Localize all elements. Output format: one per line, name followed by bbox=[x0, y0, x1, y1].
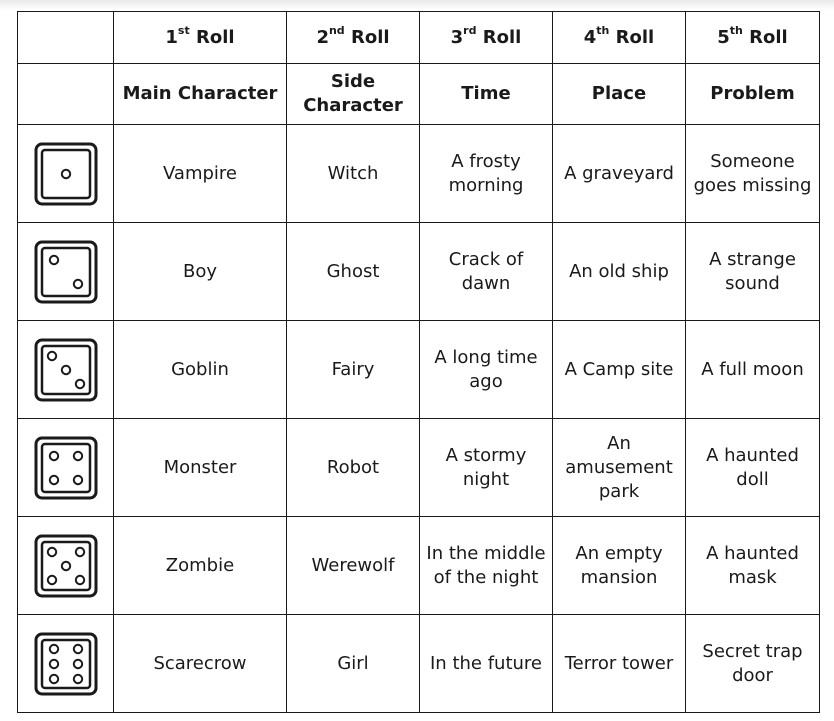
table-row bbox=[18, 125, 820, 223]
cell-time: A frosty morning bbox=[420, 125, 553, 223]
die-pip bbox=[47, 351, 55, 359]
roll-header-3: 3rd Roll bbox=[420, 12, 553, 64]
cell-main-character: Scarecrow bbox=[114, 615, 287, 713]
cell-side-character: Girl bbox=[287, 615, 420, 713]
die-pip bbox=[61, 561, 69, 569]
die-pip bbox=[75, 575, 83, 583]
cell-problem: A strange sound bbox=[686, 223, 820, 321]
category-problem: Problem bbox=[686, 64, 820, 125]
die-pip bbox=[49, 659, 57, 667]
die-pip bbox=[49, 674, 57, 682]
category-time: Time bbox=[420, 64, 553, 125]
category-header-row bbox=[18, 64, 820, 125]
corner-cell bbox=[18, 12, 114, 64]
cell-main-character: Monster bbox=[114, 419, 287, 517]
die-cell bbox=[18, 615, 114, 713]
cell-time: Crack of dawn bbox=[420, 223, 553, 321]
die-pip bbox=[75, 547, 83, 555]
roll-header-row bbox=[18, 12, 820, 64]
die-cell bbox=[18, 419, 114, 517]
cell-side-character: Werewolf bbox=[287, 517, 420, 615]
die-pip bbox=[49, 475, 57, 483]
table-row bbox=[18, 321, 820, 419]
cell-side-character: Witch bbox=[287, 125, 420, 223]
die-pip bbox=[73, 279, 81, 287]
category-side-character: Side Character bbox=[287, 64, 420, 125]
cell-problem: Someone goes missing bbox=[686, 125, 820, 223]
cell-time: In the middle of the night bbox=[420, 517, 553, 615]
roll-header-2: 2nd Roll bbox=[287, 12, 420, 64]
die-pip bbox=[61, 169, 69, 177]
cell-problem: Secret trap door bbox=[686, 615, 820, 713]
table-row bbox=[18, 517, 820, 615]
die-pip bbox=[73, 475, 81, 483]
cell-time: In the future bbox=[420, 615, 553, 713]
die-pip bbox=[73, 659, 81, 667]
die-pip bbox=[49, 644, 57, 652]
die-pip bbox=[47, 547, 55, 555]
die-four-icon bbox=[34, 436, 98, 500]
cell-main-character: Zombie bbox=[114, 517, 287, 615]
die-two-icon bbox=[34, 240, 98, 304]
die-pip bbox=[49, 451, 57, 459]
cell-side-character: Robot bbox=[287, 419, 420, 517]
table-row bbox=[18, 419, 820, 517]
category-main-character: Main Character bbox=[114, 64, 287, 125]
cell-problem: A full moon bbox=[686, 321, 820, 419]
cell-place: An old ship bbox=[553, 223, 686, 321]
cell-time: A long time ago bbox=[420, 321, 553, 419]
cell-main-character: Goblin bbox=[114, 321, 287, 419]
die-pip bbox=[49, 255, 57, 263]
cell-place: An empty mansion bbox=[553, 517, 686, 615]
cell-place: Terror tower bbox=[553, 615, 686, 713]
die-pip bbox=[61, 365, 69, 373]
cell-time: A stormy night bbox=[420, 419, 553, 517]
cell-place: An amusement park bbox=[553, 419, 686, 517]
table-row bbox=[18, 223, 820, 321]
die-one-icon bbox=[34, 142, 98, 206]
category-place: Place bbox=[553, 64, 686, 125]
table-row bbox=[18, 615, 820, 713]
die-pip bbox=[73, 674, 81, 682]
cell-side-character: Fairy bbox=[287, 321, 420, 419]
cell-problem: A haunted mask bbox=[686, 517, 820, 615]
corner-cell-2 bbox=[18, 64, 114, 125]
die-cell bbox=[18, 223, 114, 321]
die-pip bbox=[73, 451, 81, 459]
roll-header-4: 4th Roll bbox=[553, 12, 686, 64]
die-pip bbox=[73, 644, 81, 652]
roll-header-5: 5th Roll bbox=[686, 12, 820, 64]
cell-place: A Camp site bbox=[553, 321, 686, 419]
die-pip bbox=[47, 575, 55, 583]
cell-problem: A haunted doll bbox=[686, 419, 820, 517]
cell-main-character: Vampire bbox=[114, 125, 287, 223]
die-pip bbox=[75, 379, 83, 387]
die-cell bbox=[18, 517, 114, 615]
top-shadow-bar bbox=[0, 0, 834, 10]
cell-side-character: Ghost bbox=[287, 223, 420, 321]
story-dice-table bbox=[17, 11, 820, 713]
die-cell bbox=[18, 321, 114, 419]
cell-main-character: Boy bbox=[114, 223, 287, 321]
die-five-icon bbox=[34, 534, 98, 598]
die-cell bbox=[18, 125, 114, 223]
die-six-icon bbox=[34, 632, 98, 696]
roll-header-1: 1st Roll bbox=[114, 12, 287, 64]
cell-place: A graveyard bbox=[553, 125, 686, 223]
die-three-icon bbox=[34, 338, 98, 402]
